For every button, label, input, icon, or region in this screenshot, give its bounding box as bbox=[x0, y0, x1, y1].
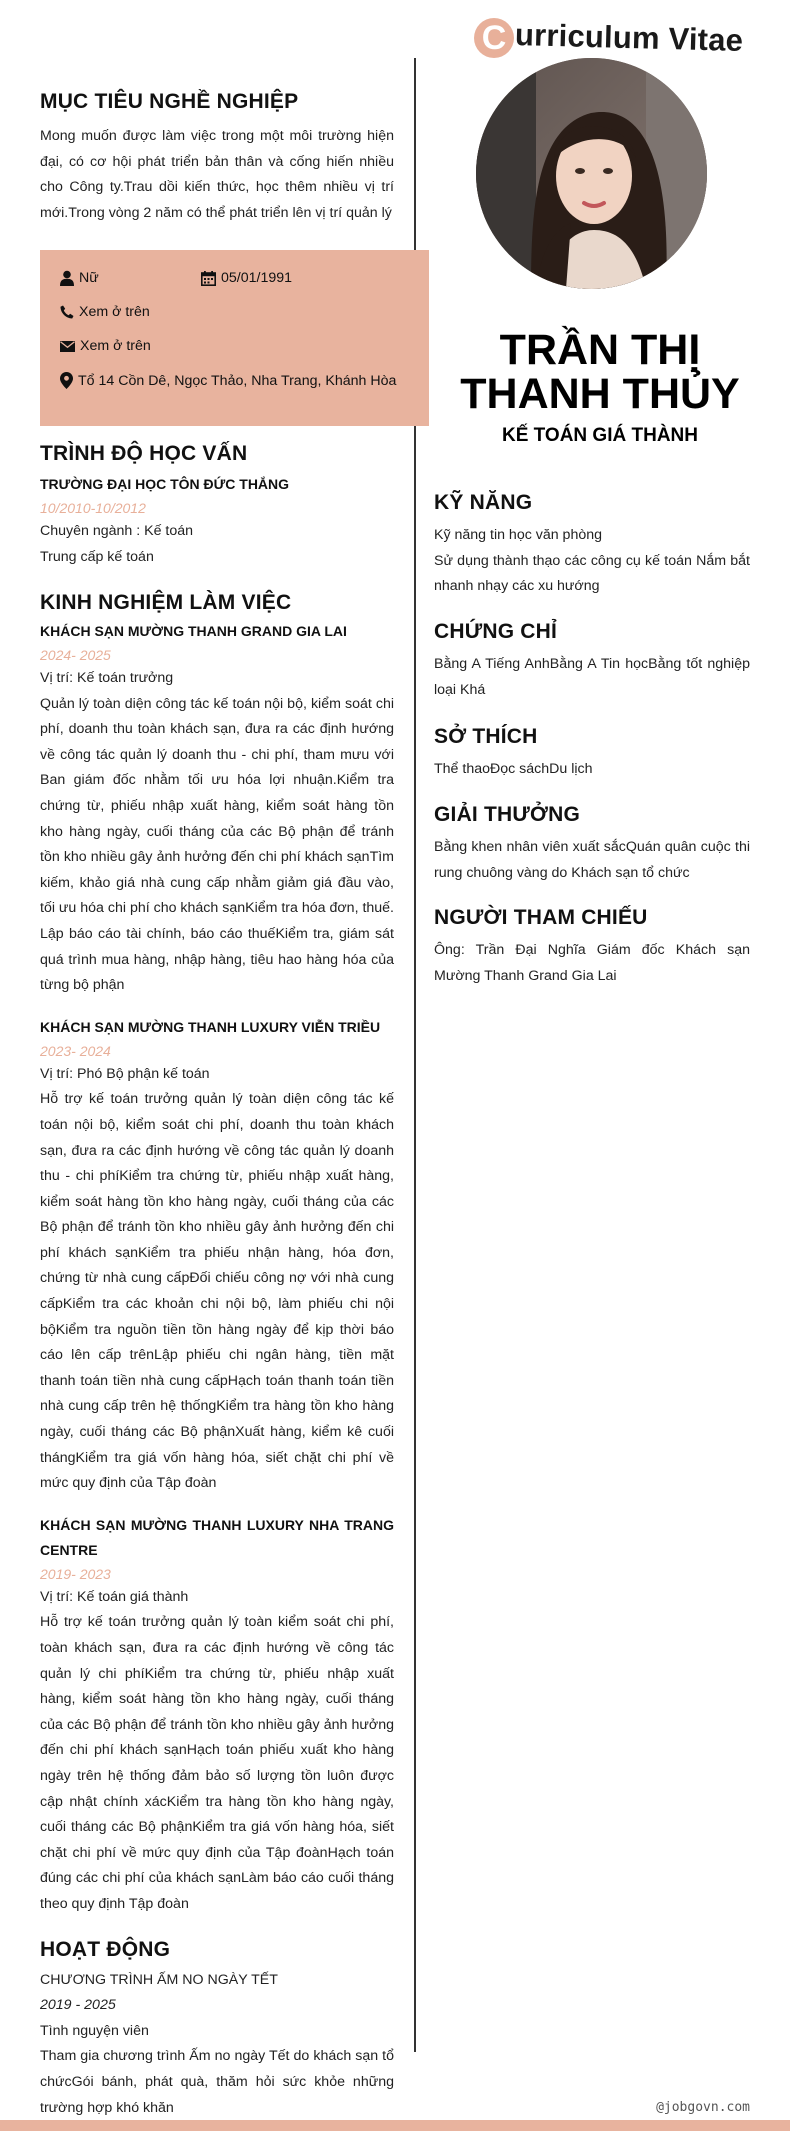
objective-title: MỤC TIÊU NGHỀ NGHIỆP bbox=[40, 90, 299, 113]
activity-role: Tình nguyện viên bbox=[40, 2022, 149, 2039]
experience-position: Vị trí: Phó Bộ phận kế toán bbox=[40, 1065, 210, 1082]
objective-section bbox=[40, 90, 394, 226]
experience-date: 2024- 2025 bbox=[40, 647, 111, 663]
cv-logo bbox=[474, 16, 743, 60]
activity-name: CHƯƠNG TRÌNH ẤM NO NGÀY TẾT bbox=[40, 1971, 278, 1988]
gender-value: Nữ bbox=[79, 270, 99, 286]
birthday-row bbox=[201, 270, 292, 286]
avatar-photo bbox=[476, 58, 707, 289]
user-icon bbox=[60, 270, 74, 286]
experience-position: Vị trí: Kế toán giá thành bbox=[40, 1588, 189, 1605]
awards-section bbox=[434, 803, 750, 886]
hobbies-section bbox=[434, 725, 750, 783]
experience-description: Quản lý toàn diện công tác kế toán nội bộ, kiểm soát chi phí, doanh thu toàn khách sạn, đưa ra các định hướng về công tác quản lý doanh thu - chi phí, tham mưu với Ban giám đốc nhằm tối ưu hóa lợi nhuận.Kiểm tra chứng từ, phiếu nhập xuất hàng, kiểm soát hàng tồn kho hàng ngày, cuối tháng của các Bộ phận để tránh tồn kho nhiều gây ảnh hưởng đến chi phí khách sạnTìm kiếm, khảo giá nhà cung cấp nhằm giảm giá đầu vào, tối ưu hóa chi phí cho khách sạnKiểm tra hóa đơn, thuế. Lập báo cáo tài chính, báo cáo thuếKiểm tra, giám sát quá trình mua hàng, nhập hàng, tiêu hao hàng hóa của từng bộ phận bbox=[40, 695, 395, 994]
activities-title: HOẠT ĐỘNG bbox=[40, 1937, 171, 1961]
experience-date: 2019- 2023 bbox=[40, 1565, 111, 1582]
experience-company: KHÁCH SẠN MƯỜNG THANH LUXURY VIỄN TRIỀU bbox=[40, 1018, 381, 1035]
education-degree: Trung cấp kế toán bbox=[40, 548, 154, 565]
certificates-text: Bằng A Tiếng AnhBằng A Tin họcBằng tốt nghiệp loại Khá bbox=[434, 656, 750, 698]
email-value: Xem ở trên bbox=[80, 338, 151, 354]
experience-position: Vị trí: Kế toán trưởng bbox=[40, 670, 174, 686]
experience-date: 2023- 2024 bbox=[40, 1042, 111, 1059]
skills-line1: Kỹ năng tin học văn phòng bbox=[434, 527, 603, 543]
education-section bbox=[40, 442, 394, 570]
cv-logo-text: urriculum Vitae bbox=[514, 17, 744, 58]
gender-row bbox=[60, 270, 99, 286]
envelope-icon bbox=[60, 341, 75, 352]
hobbies-title: SỞ THÍCH bbox=[434, 725, 538, 748]
experience-item bbox=[40, 619, 394, 999]
cv-logo-letter: C bbox=[474, 18, 514, 58]
full-name-line2: THANH THỦY bbox=[460, 370, 740, 418]
certificates-title: CHỨNG CHỈ bbox=[434, 620, 558, 643]
phone-row bbox=[60, 304, 150, 320]
education-major: Chuyên ngành : Kế toán bbox=[40, 523, 194, 539]
references-text: Ông: Trần Đại Nghĩa Giám đốc Khách sạn Mường Thanh Grand Gia Lai bbox=[434, 942, 750, 984]
email-row bbox=[60, 338, 151, 354]
objective-text: Mong muốn được làm việc trong một môi trường hiện đại, có cơ hội phát triển bản thân và cống hiến nhiều cho Công ty.Trau dồi kiến thức, học thêm nhiều vị trí mới.Trong vòng 2 năm có thể phát triển lên vị trí quản lý bbox=[40, 128, 394, 221]
education-school: TRƯỜNG ĐẠI HỌC TÔN ĐỨC THẮNG bbox=[40, 476, 290, 492]
phone-value: Xem ở trên bbox=[79, 304, 150, 320]
references-title: NGƯỜI THAM CHIẾU bbox=[434, 906, 648, 929]
watermark: @jobgovn.com bbox=[656, 2100, 750, 2115]
hobbies-text: Thể thaoĐọc sáchDu lịch bbox=[434, 761, 593, 777]
job-title: KẾ TOÁN GIÁ THÀNH bbox=[502, 425, 698, 446]
experience-description: Hỗ trợ kế toán trưởng quản lý toàn diện công tác kế toán nội bộ, kiểm soát chi phí, doanh thu toàn khách sạn, đưa ra các định hướng về công tác quản lý doanh thu - chi phíKiểm tra chứng từ, phiếu nhập xuất hàng, kiểm soát hàng tồn kho hàng ngày, cuối tháng của các Bộ phận để tránh tồn kho nhiều gây ảnh hưởng đến chi phí khách sạnKiểm tra phiếu nhận hàng, hóa đơn, chứng từ nhà cung cấpĐối chiếu công nợ với nhà cung cấpKiểm tra các khoản chi nội bộ, làm phiếu chi nội bộKiểm tra nguồn tiền tồn hàng ngày để kịp thời báo cáo lên cấp trênLập phiếu chi ngân hàng, tiền mặt thanh toán tiền nhà cung cấpHạch toán thanh toán tiền nhà cung cấp trên hệ thốngKiểm tra hàng tồn kho hàng ngày, cuối tháng các Bộ phậnXuất hàng, kiểm kê cuối thángKiểm tra giá vốn hàng hóa, siết chặt chi phí về mức quy định của Tập đoàn bbox=[40, 1091, 394, 1492]
experience-description: Hỗ trợ kế toán trưởng quản lý toàn kiểm soát chi phí, toàn khách sạn, đưa ra các định hướng về công tác quản lý chi phíKiểm tra chứng từ, phiếu nhập xuất hàng, kiểm soát hàng tồn kho hàng ngày, cuối tháng của các Bộ phận để tránh tồn kho nhiều gây ảnh hưởng đến chi phí khách sạnHạch toán phiếu xuất kho hàng ngày trên hệ thống đảm bảo số lượng tồn luôn được cập nhật chính xácKiểm tra hàng tồn kho hàng ngày, cuối tháng các Bộ phậnKiểm tra giá vốn hàng hóa, siết chặt chi phí về mức quy định của Tập đoànHạch toán đúng các chi phí của khách sạnLàm báo cáo cuối tháng theo quy định Tập đoàn bbox=[40, 1614, 394, 1912]
experience-company: KHÁCH SẠN MƯỜNG THANH LUXURY NHA TRANG CENTRE bbox=[40, 1516, 394, 1558]
experience-title: KINH NGHIỆM LÀM VIỆC bbox=[40, 591, 292, 614]
skills-title: KỸ NĂNG bbox=[434, 491, 533, 514]
birthday-value: 05/01/1991 bbox=[221, 270, 293, 286]
skills-line2: Sử dụng thành thạo các công cụ kế toán Nắm bắt nhanh nhạy các xu hướng bbox=[434, 552, 750, 595]
location-pin-icon bbox=[60, 372, 73, 389]
activity-description: Tham gia chương trình Ấm no ngày Tết do khách sạn tổ chứcGói bánh, phát quà, thăm hỏi sức khỏe những trường hợp khó khăn bbox=[40, 2048, 394, 2116]
footer-bar bbox=[0, 2120, 790, 2131]
education-date: 10/2010-10/2012 bbox=[40, 500, 146, 516]
skills-section bbox=[434, 491, 750, 600]
activity-date: 2019 - 2025 bbox=[40, 1997, 116, 2014]
experience-section bbox=[40, 591, 394, 2121]
activities-section bbox=[40, 1938, 394, 2122]
experience-item bbox=[40, 1513, 394, 1918]
experience-company: KHÁCH SẠN MƯỜNG THANH GRAND GIA LAI bbox=[40, 623, 347, 639]
references-section bbox=[434, 906, 750, 989]
phone-icon bbox=[60, 305, 74, 319]
calendar-icon bbox=[201, 271, 216, 286]
certificates-section bbox=[434, 620, 750, 703]
education-title: TRÌNH ĐỘ HỌC VẤN bbox=[40, 442, 248, 465]
avatar bbox=[476, 58, 707, 289]
address-value: Tổ 14 Cồn Dê, Ngọc Thảo, Nha Trang, Khánh Hòa bbox=[78, 372, 397, 389]
experience-item bbox=[40, 1015, 394, 1497]
full-name-line1: TRẦN THỊ bbox=[499, 326, 701, 374]
awards-title: GIẢI THƯỞNG bbox=[434, 803, 581, 826]
awards-text: Bằng khen nhân viên xuất sắcQuán quân cuộc thi rung chuông vàng do Khách sạn tổ chức bbox=[434, 839, 750, 881]
personal-info-box bbox=[40, 250, 429, 426]
address-row bbox=[60, 372, 396, 389]
